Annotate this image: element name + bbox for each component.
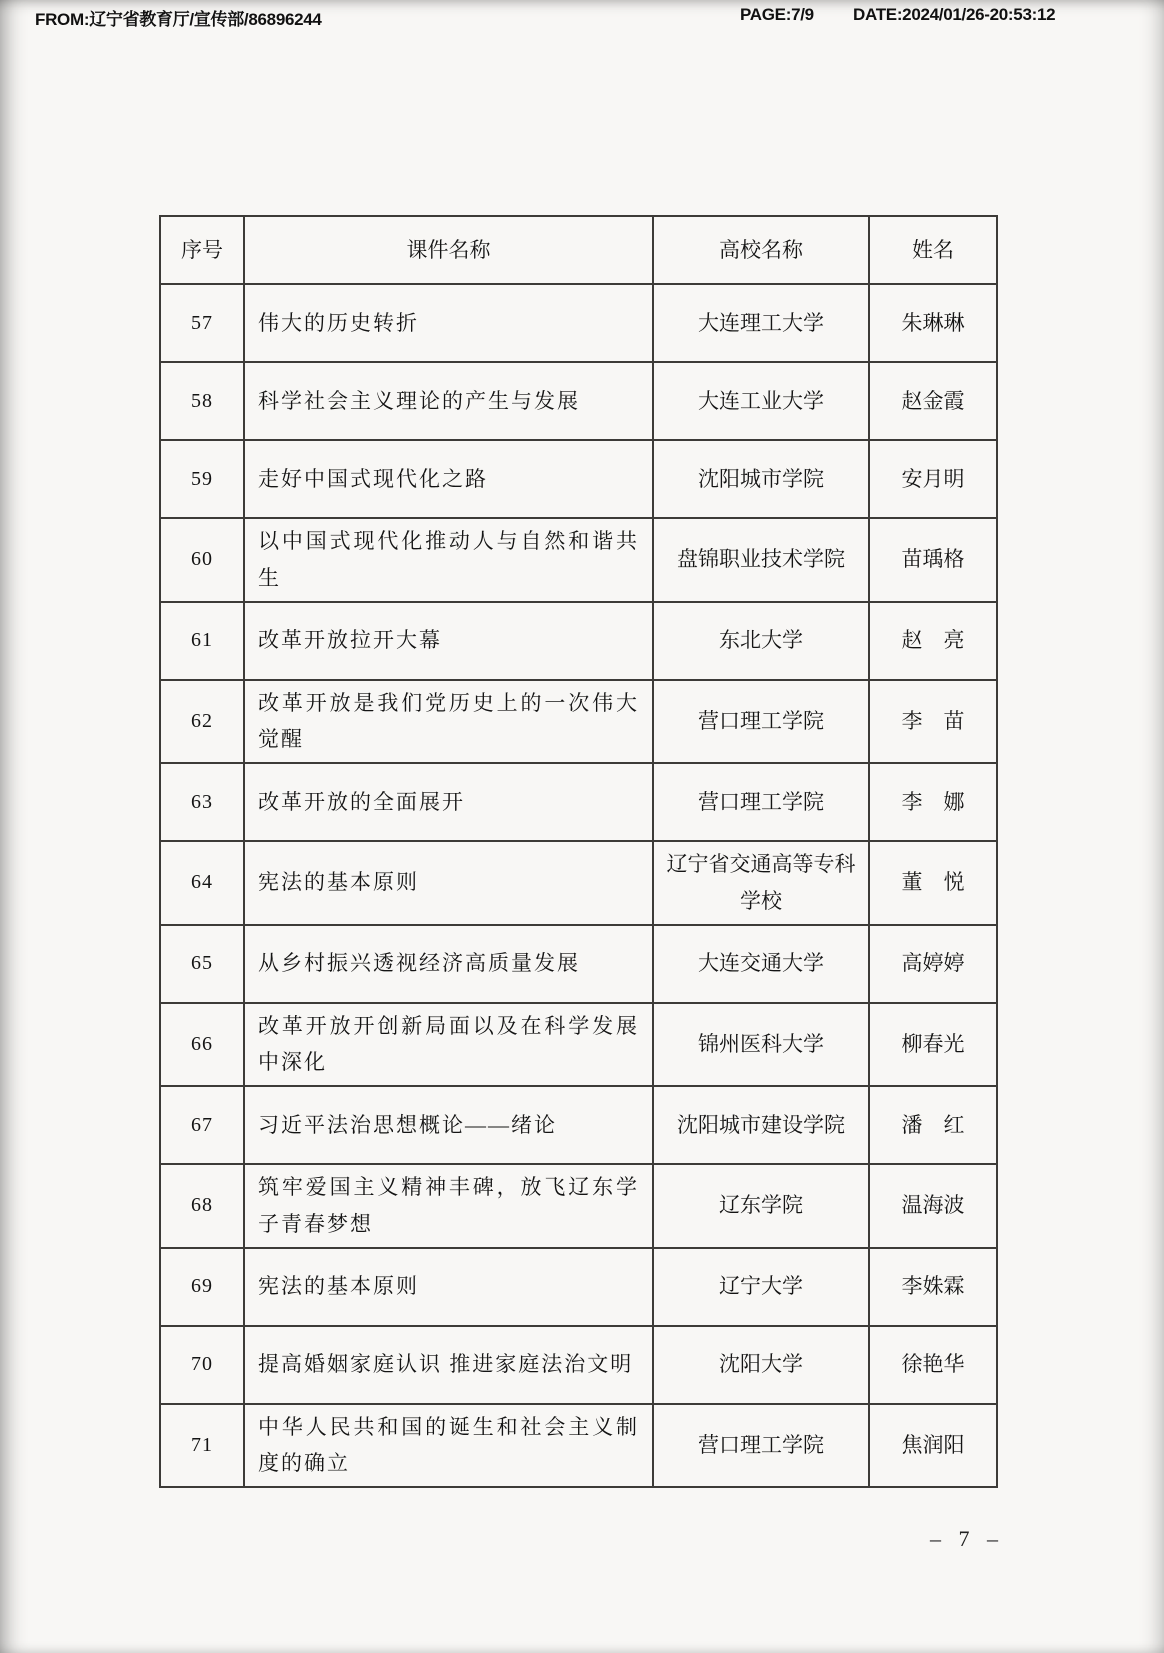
cell-name: 柳春光 xyxy=(869,1003,997,1087)
cell-school: 沈阳城市学院 xyxy=(653,440,869,518)
cell-no: 71 xyxy=(160,1404,244,1488)
table-row xyxy=(160,1326,997,1404)
cell-school: 营口理工学院 xyxy=(653,680,869,764)
fax-date-text: DATE:2024/01/26-20:53:12 xyxy=(853,5,1056,24)
cell-school: 辽东学院 xyxy=(653,1164,869,1248)
cell-course: 改革开放的全面展开 xyxy=(244,763,653,841)
cell-school: 辽宁大学 xyxy=(653,1248,869,1326)
column-header-no: 序号 xyxy=(160,216,244,284)
table-row xyxy=(160,763,997,841)
cell-course: 提高婚姻家庭认识 推进家庭法治文明 xyxy=(244,1326,653,1404)
table-row xyxy=(160,602,997,680)
cell-no: 64 xyxy=(160,841,244,925)
table-row xyxy=(160,440,997,518)
cell-course: 筑牢爱国主义精神丰碑，放飞辽东学子青春梦想 xyxy=(244,1164,653,1248)
fax-from-text: FROM:辽宁省教育厅/宣传部/86896244 xyxy=(35,10,322,29)
cell-name: 李姝霖 xyxy=(869,1248,997,1326)
cell-course: 中华人民共和国的诞生和社会主义制度的确立 xyxy=(244,1404,653,1488)
table-row xyxy=(160,680,997,764)
courseware-table xyxy=(159,215,998,1488)
cell-name: 高婷婷 xyxy=(869,925,997,1003)
table-row xyxy=(160,1164,997,1248)
cell-course: 宪法的基本原则 xyxy=(244,841,653,925)
column-header-school: 高校名称 xyxy=(653,216,869,284)
column-header-course: 课件名称 xyxy=(244,216,653,284)
cell-name: 焦润阳 xyxy=(869,1404,997,1488)
cell-no: 62 xyxy=(160,680,244,764)
cell-course: 习近平法治思想概论——绪论 xyxy=(244,1086,653,1164)
cell-name: 董 悦 xyxy=(869,841,997,925)
cell-course: 走好中国式现代化之路 xyxy=(244,440,653,518)
cell-no: 61 xyxy=(160,602,244,680)
cell-no: 60 xyxy=(160,518,244,602)
cell-name: 徐艳华 xyxy=(869,1326,997,1404)
cell-school: 东北大学 xyxy=(653,602,869,680)
cell-school: 辽宁省交通高等专科学校 xyxy=(653,841,869,925)
cell-name: 李 娜 xyxy=(869,763,997,841)
cell-school: 营口理工学院 xyxy=(653,763,869,841)
cell-no: 68 xyxy=(160,1164,244,1248)
cell-course: 从乡村振兴透视经济高质量发展 xyxy=(244,925,653,1003)
table-header-row xyxy=(160,216,997,284)
cell-no: 63 xyxy=(160,763,244,841)
cell-school: 营口理工学院 xyxy=(653,1404,869,1488)
fax-page-indicator: PAGE:7/9 xyxy=(740,5,814,24)
cell-name: 苗瑀格 xyxy=(869,518,997,602)
table-row xyxy=(160,925,997,1003)
cell-name: 朱琳琳 xyxy=(869,284,997,362)
cell-no: 58 xyxy=(160,362,244,440)
cell-course: 宪法的基本原则 xyxy=(244,1248,653,1326)
cell-name: 安月明 xyxy=(869,440,997,518)
cell-course: 改革开放是我们党历史上的一次伟大觉醒 xyxy=(244,680,653,764)
cell-no: 57 xyxy=(160,284,244,362)
cell-no: 67 xyxy=(160,1086,244,1164)
fax-header xyxy=(0,0,1164,34)
cell-school: 大连工业大学 xyxy=(653,362,869,440)
cell-name: 赵 亮 xyxy=(869,602,997,680)
table-row xyxy=(160,1248,997,1326)
cell-name: 温海波 xyxy=(869,1164,997,1248)
cell-school: 盘锦职业技术学院 xyxy=(653,518,869,602)
cell-no: 59 xyxy=(160,440,244,518)
cell-no: 66 xyxy=(160,1003,244,1087)
table-row xyxy=(160,518,997,602)
cell-course: 科学社会主义理论的产生与发展 xyxy=(244,362,653,440)
cell-school: 大连交通大学 xyxy=(653,925,869,1003)
table-row xyxy=(160,841,997,925)
cell-name: 赵金霞 xyxy=(869,362,997,440)
cell-course: 以中国式现代化推动人与自然和谐共生 xyxy=(244,518,653,602)
table-row xyxy=(160,1003,997,1087)
column-header-name: 姓名 xyxy=(869,216,997,284)
cell-course: 改革开放开创新局面以及在科学发展中深化 xyxy=(244,1003,653,1087)
cell-name: 李 苗 xyxy=(869,680,997,764)
cell-course: 改革开放拉开大幕 xyxy=(244,602,653,680)
cell-course: 伟大的历史转折 xyxy=(244,284,653,362)
cell-no: 69 xyxy=(160,1248,244,1326)
cell-no: 65 xyxy=(160,925,244,1003)
cell-school: 沈阳大学 xyxy=(653,1326,869,1404)
cell-school: 锦州医科大学 xyxy=(653,1003,869,1087)
table-row xyxy=(160,284,997,362)
table-row xyxy=(160,362,997,440)
cell-school: 沈阳城市建设学院 xyxy=(653,1086,869,1164)
table-row xyxy=(160,1086,997,1164)
cell-name: 潘 红 xyxy=(869,1086,997,1164)
page-number: – 7 – xyxy=(930,1526,1004,1551)
cell-school: 大连理工大学 xyxy=(653,284,869,362)
table-row xyxy=(160,1404,997,1488)
cell-no: 70 xyxy=(160,1326,244,1404)
